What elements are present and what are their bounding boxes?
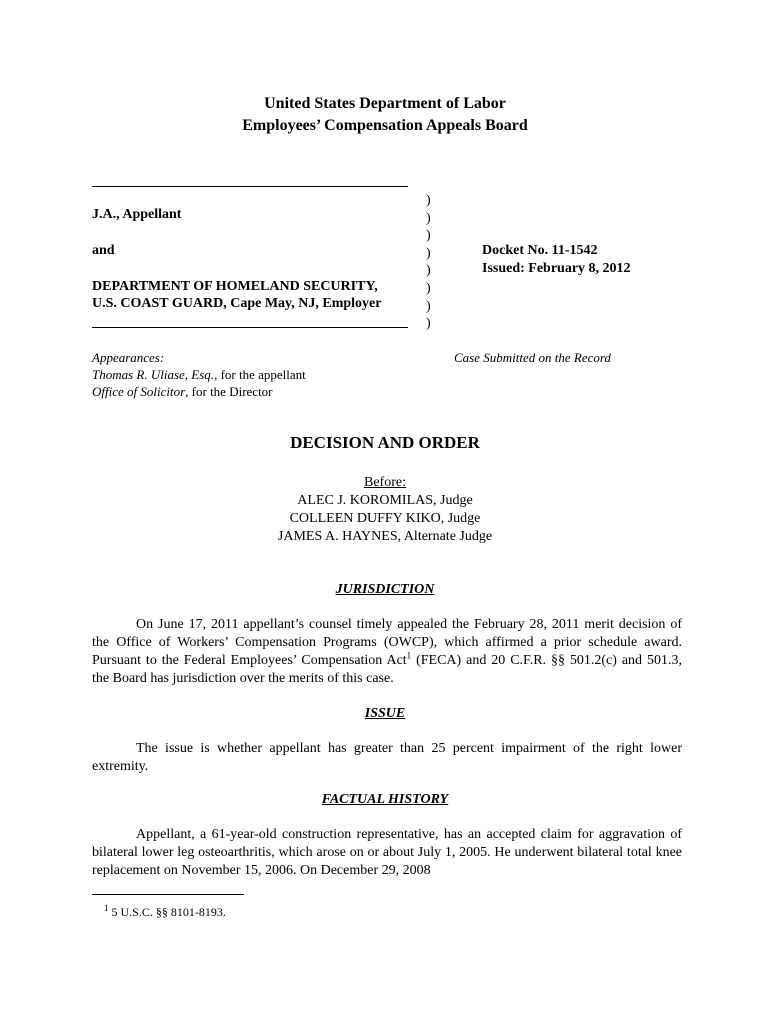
paren: ): [426, 245, 431, 261]
agency-title: United States Department of Labor: [264, 95, 506, 112]
decision-title: DECISION AND ORDER: [290, 433, 480, 452]
employer-line-2: U.S. COAST GUARD, Cape May, NJ, Employer: [92, 296, 382, 311]
issue-heading: ISSUE: [364, 706, 406, 721]
employer-line-1: DEPARTMENT OF HOMELAND SECURITY,: [92, 279, 378, 294]
before-label: Before:: [364, 475, 406, 490]
judge-3: JAMES A. HAYNES, Alternate Judge: [277, 529, 493, 544]
footnote-number: 1: [104, 903, 109, 913]
caption-bottom-rule: [92, 327, 408, 328]
footnote-text: 5 U.S.C. §§ 8101-8193.: [111, 905, 226, 919]
appellant-counsel: [92, 366, 306, 383]
issue-paragraph: The issue is whether appellant has greater than 25 percent impairment of the right lower extremity.: [92, 741, 682, 774]
board-title: Employees’ Compensation Appeals Board: [242, 117, 528, 134]
case-submitted-note: Case Submitted on the Record: [454, 350, 611, 365]
counsel-name: Thomas R. Uliase, Esq.: [92, 367, 215, 382]
jurisdiction-text: On June 17, 2011 appellant’s counsel timely appealed the February 28, 2011 merit decision of the Office of Workers’ Compensation Programs (OWCP), which affirmed a prior schedule award. Pursuant to the Federal Employees’ Compensation Act: [92, 617, 682, 668]
paren: ): [426, 210, 431, 226]
footnote-rule: [92, 894, 244, 895]
footnote-ref: 1: [406, 650, 412, 661]
counsel-role: , for the appellant: [214, 367, 306, 382]
jurisdiction-text-cont: (FECA) and 20 C.F.R. §§ 501.2(c) and 501.3, the Board has jurisdiction over the merits of this case.: [92, 653, 682, 686]
director-role: , for the Director: [185, 384, 273, 399]
appellant-name: J.A., Appellant: [92, 207, 182, 222]
caption-top-rule: [92, 186, 408, 187]
director-counsel: [92, 383, 273, 400]
caption-and: and: [92, 243, 115, 258]
caption-parentheses: [426, 192, 431, 333]
issued-date: Issued: February 8, 2012: [482, 261, 631, 276]
director-name: Office of Solicitor: [92, 384, 186, 399]
judge-2: COLLEEN DUFFY KIKO, Judge: [289, 511, 481, 526]
factual-history-heading: FACTUAL HISTORY: [321, 792, 449, 807]
paren: ): [426, 263, 431, 279]
judge-1: ALEC J. KOROMILAS, Judge: [297, 493, 473, 508]
factual-history-paragraph: Appellant, a 61-year-old construction representative, has an accepted claim for aggravation of bilateral lower leg osteoarthritis, which arose on or about July 1, 2005. He underwent bilateral total knee replacement on November 15, 2006. On December 29, 2008: [92, 827, 682, 878]
jurisdiction-paragraph: [92, 616, 682, 688]
paren: ): [426, 280, 431, 296]
docket-number: Docket No. 11-1542: [482, 243, 598, 258]
footnote: [104, 904, 226, 920]
paren: ): [426, 298, 431, 314]
appearances-label: Appearances:: [92, 350, 165, 365]
paren: ): [426, 228, 431, 244]
paren: ): [426, 316, 431, 332]
jurisdiction-heading: JURISDICTION: [335, 582, 435, 597]
paren: ): [426, 193, 431, 208]
